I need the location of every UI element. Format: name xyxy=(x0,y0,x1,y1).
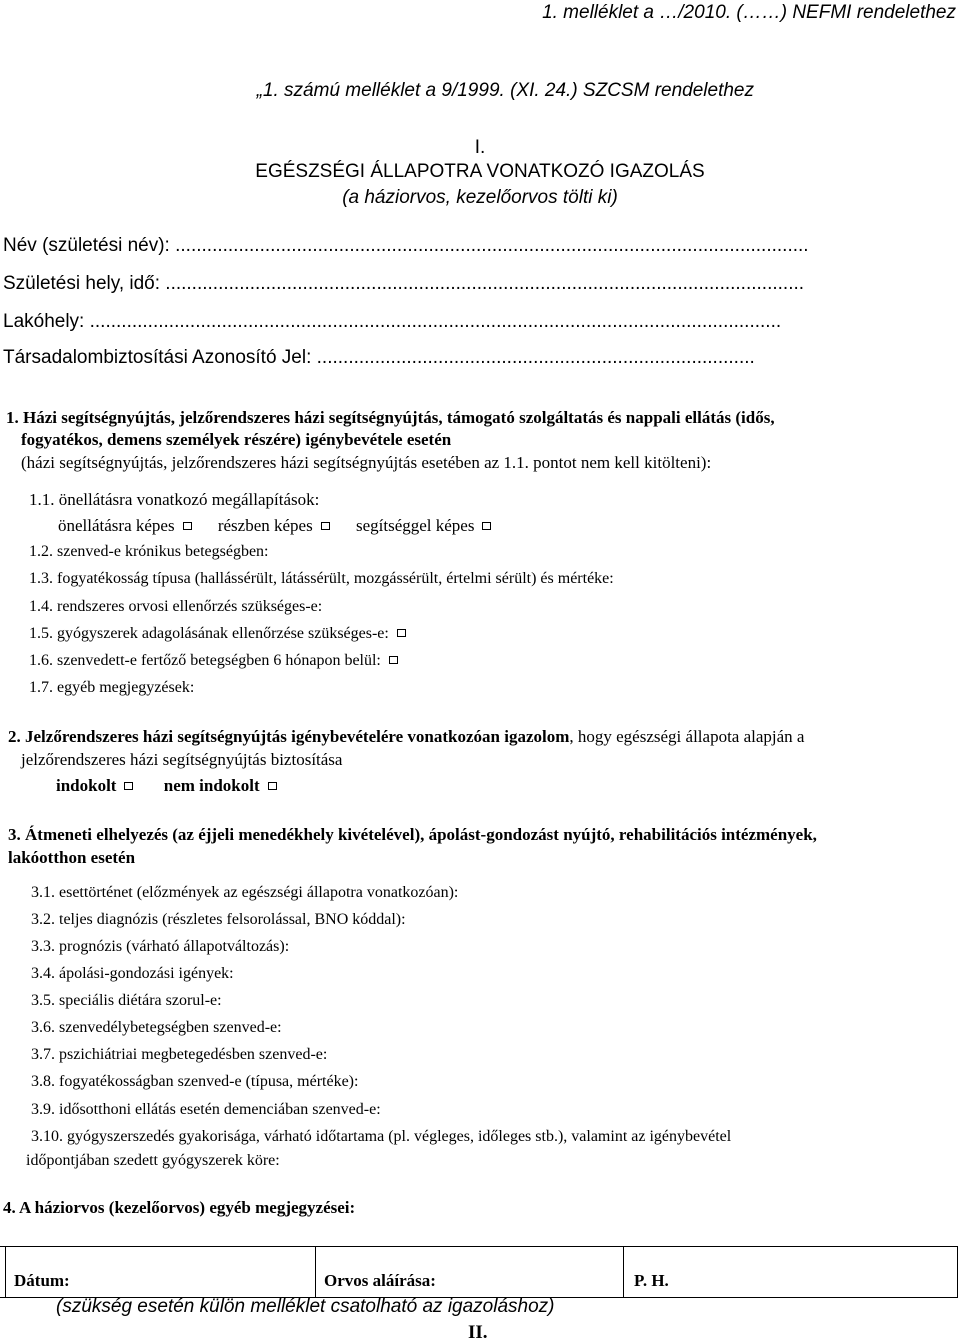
option-capable-checkbox[interactable] xyxy=(183,522,192,530)
attachment-note: (szükség esetén külön melléklet csatolható az igazoláshoz) xyxy=(56,1296,555,1317)
option-partial-label: részben képes xyxy=(217,516,313,535)
section2-line2: jelzőrendszeres házi segítségnyújtás biztosítása xyxy=(21,750,343,769)
item-3-9: 3.9. idősotthoni ellátás esetén demenciában szenved-e: xyxy=(31,1101,381,1118)
section3-heading-line2: lakóotthon esetén xyxy=(8,848,136,867)
item-1-7: 1.7. egyéb megjegyzések: xyxy=(29,679,195,696)
item-3-6: 3.6. szenvedélybetegségben szenved-e: xyxy=(31,1019,282,1036)
item-1-4: 1.4. rendszeres orvosi ellenőrzés szükséges-e: xyxy=(29,598,323,615)
justified-label: indokolt xyxy=(56,776,117,795)
option-capable-label: önellátásra képes xyxy=(58,516,175,535)
section1-heading-line1: 1. Házi segítségnyújtás, jelzőrendszeres házi segítségnyújtás, támogató szolgáltatás és nappali ellátás (idős, xyxy=(6,408,775,427)
option-assisted-checkbox[interactable] xyxy=(482,522,491,530)
item-3-5: 3.5. speciális diétára szorul-e: xyxy=(31,992,222,1009)
item-1-6-checkbox[interactable] xyxy=(389,656,398,664)
not-justified-checkbox[interactable] xyxy=(268,782,277,790)
signature-table xyxy=(0,1246,958,1298)
name-field[interactable]: Név (születési név): ........................................................................................................................ xyxy=(3,235,809,256)
next-section-roman: II. xyxy=(468,1322,488,1343)
item-1-6: 1.6. szenvedett-e fertőző betegségben 6 hónapon belül: xyxy=(29,652,398,670)
section2-options xyxy=(56,776,277,796)
stamp-cell[interactable] xyxy=(623,1247,958,1297)
justified-checkbox[interactable] xyxy=(124,782,133,790)
stamp-label: P. H. xyxy=(634,1271,669,1290)
option-assisted-label: segítséggel képes xyxy=(355,516,475,535)
annex-reference: 1. melléklet a …/2010. (……) NEFMI rendelethez xyxy=(542,2,956,23)
option-partial-checkbox[interactable] xyxy=(321,522,330,530)
section1-heading-line2: fogyatékos, demens személyek részére) igénybevétele esetén xyxy=(21,430,452,449)
annex-reference-2: „1. számú melléklet a 9/1999. (XI. 24.) SZCSM rendelethez xyxy=(256,80,754,101)
self-care-options xyxy=(58,516,491,536)
section2-line1: 2. Jelzőrendszeres házi segítségnyújtás igénybevételére vonatkozóan igazolom, hogy egészségi állapota alapján a xyxy=(8,727,805,746)
item-3-2: 3.2. teljes diagnózis (részletes felsorolással, BNO kóddal): xyxy=(31,911,406,928)
item-3-3: 3.3. prognózis (várható állapotváltozás): xyxy=(31,938,290,955)
item-1-3: 1.3. fogyatékosság típusa (hallássérült, látássérült, mozgássérült, értelmi sérült) és mértéke: xyxy=(29,570,614,587)
not-justified-label: nem indokolt xyxy=(163,776,260,795)
section4-heading: 4. A háziorvos (kezelőorvos) egyéb megjegyzései: xyxy=(3,1198,356,1217)
page-subtitle: (a háziorvos, kezelőorvos tölti ki) xyxy=(342,187,618,208)
item-3-4: 3.4. ápolási-gondozási igények: xyxy=(31,965,234,982)
section3-heading-line1: 3. Átmeneti elhelyezés (az éjjeli menedékhely kivételével), ápolást-gondozást nyújtó, rehabilitációs intézmények, xyxy=(8,825,817,844)
date-label: Dátum: xyxy=(14,1271,70,1290)
item-3-8: 3.8. fogyatékosságban szenved-e (típusa, mértéke): xyxy=(31,1073,359,1090)
item-1-1: 1.1. önellátásra vonatkozó megállapítások: xyxy=(29,490,320,509)
section1-note: (házi segítségnyújtás, jelzőrendszeres házi segítségnyújtás esetében az 1.1. pontot nem kell kitölteni): xyxy=(21,453,712,472)
item-3-1: 3.1. esettörténet (előzmények az egészségi állapotra vonatkozóan): xyxy=(31,884,459,901)
signature-cell[interactable] xyxy=(315,1247,624,1297)
item-1-5: 1.5. gyógyszerek adagolásának ellenőrzése szükséges-e: xyxy=(29,625,406,643)
page-title: EGÉSZSÉGI ÁLLAPOTRA VONATKOZÓ IGAZOLÁS xyxy=(255,161,705,182)
address-field[interactable]: Lakóhely: ................................................................................................................................... xyxy=(3,311,782,332)
title-roman: I. xyxy=(474,137,486,158)
signature-label: Orvos aláírása: xyxy=(324,1271,436,1290)
item-3-7: 3.7. pszichiátriai megbetegedésben szenved-e: xyxy=(31,1046,328,1063)
taj-field[interactable]: Társadalombiztosítási Azonosító Jel: ................................................................................... xyxy=(3,347,755,368)
item-3-10-line2: időpontjában szedett gyógyszerek köre: xyxy=(26,1152,280,1169)
item-3-10-line1: 3.10. gyógyszerszedés gyakorisága, várható időtartama (pl. végleges, időleges stb.), valamint az igénybevétel xyxy=(31,1128,732,1145)
date-cell[interactable] xyxy=(5,1247,316,1297)
birth-field[interactable]: Születési hely, idő: ......................................................................................................................... xyxy=(3,273,805,294)
item-1-5-checkbox[interactable] xyxy=(397,629,406,637)
item-1-2: 1.2. szenved-e krónikus betegségben: xyxy=(29,543,269,560)
